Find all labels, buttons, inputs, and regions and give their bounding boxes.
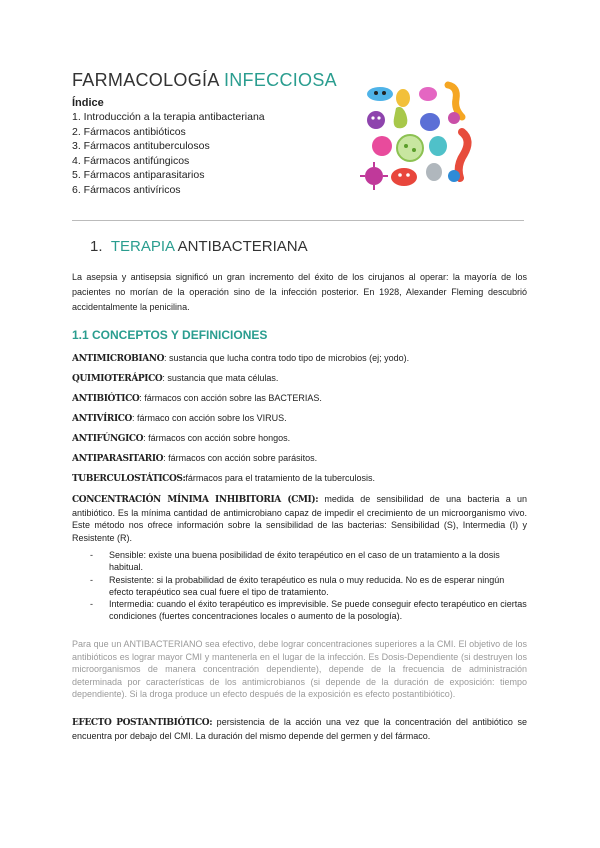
definition-term: ANTIVÍRICO (72, 414, 133, 424)
list-item (72, 549, 527, 574)
definition-item (72, 392, 527, 406)
index-heading: Índice (72, 97, 104, 109)
definition-term: TUBERCULOSTÁTICOS: (72, 474, 186, 484)
title-accent: INFECCIOSA (223, 70, 337, 90)
definition-item (72, 452, 527, 466)
definition-item (72, 412, 527, 426)
definition-text: persistencia de la acción una vez que la concentración del antibiótico se encuentra por debajo del CMI. La duración del mismo depende del germen y del fármaco. (72, 717, 527, 741)
list-item-text: Intermedia: cuando el éxito terapéutico es imprevisible. Se puede conseguir efecto terapéutico en ciertas condiciones (fuertes concentraciones locales o aumento de la posología). (109, 599, 527, 622)
section-title-accent: TERAPIA (110, 238, 175, 255)
definition-item (72, 472, 527, 486)
definition-term: QUIMIOTERÁPICO (72, 374, 163, 384)
bullet-marker: - (90, 599, 93, 610)
definition-item (72, 432, 527, 446)
list-item (72, 574, 527, 599)
index-list (72, 110, 265, 198)
index-item: 5. Fármacos antiparasitarios (72, 169, 205, 182)
list-item-text: Resistente: si la probabilidad de éxito terapéutico es nula o muy reducida. No es de esperar ningún efecto terapéutico sea cual fuere el tipo de tratamiento. (109, 574, 505, 597)
definition-item (72, 372, 527, 386)
definition-item (72, 352, 527, 366)
bullet-marker: - (90, 574, 93, 585)
definition-text: : fármacos con acción sobre parásitos. (163, 453, 318, 463)
definition-text: : fármacos con acción sobre las BACTERIAS. (139, 393, 322, 403)
definition-text: : sustancia que mata células. (162, 373, 279, 383)
definition-term: ANTIFÚNGICO (72, 434, 144, 444)
definition-text: : sustancia que lucha contra todo tipo de microbios (ej; yodo). (164, 353, 410, 363)
definition-term: ANTIBIÓTICO (72, 394, 140, 404)
definition-text: : fármacos con acción sobre hongos. (143, 433, 291, 443)
section-number: 1. (90, 238, 103, 255)
definition-term: ANTIMICROBIANO (72, 354, 165, 364)
section-divider (72, 220, 524, 221)
definition-item (72, 493, 527, 544)
index-item: 4. Fármacos antifúngicos (72, 154, 190, 167)
cmi-note-paragraph: Para que un ANTIBACTERIANO sea efectivo, debe lograr concentraciones superiores a la CMI. El objetivo de los antibióticos es lograr mayor CMI y mantenerla en el lugar de la infección. Es Dosis-Dependiente (si destruyen los microorganismos de manera concentración dependiente), depende de la frecuencia de administración determinada por características de los antimicrobianos (si depende de la duración de exposición: tiempo dependiente). Si la droga produce un efecto después de la exposición es efecto postantibiótico). (72, 639, 527, 699)
definition-text: : fármaco con acción sobre los VIRUS. (132, 413, 287, 423)
definition-text: fármacos para el tratamiento de la tuberculosis. (185, 473, 375, 483)
index-item: 3. Fármacos antituberculosos (72, 140, 210, 153)
list-item-text: Sensible: existe una buena posibilidad de éxito terapéutico en el caso de un tratamiento a la dosis habitual. (109, 550, 500, 573)
title-main: FARMACOLOGÍA (72, 70, 219, 90)
section-title-rest: ANTIBACTERIANA (177, 238, 308, 255)
section-title (90, 238, 308, 255)
definition-term: CONCENTRACIÓN MÍNIMA INHIBITORIA (CMI): (72, 495, 319, 505)
list-item (72, 598, 527, 623)
index-item: 6. Fármacos antivíricos (72, 183, 181, 196)
index-item: 2. Fármacos antibióticos (72, 125, 186, 138)
sensitivity-list (72, 549, 527, 623)
index-item: 1. Introducción a la terapia antibacteriana (72, 111, 265, 123)
bullet-marker: - (90, 550, 93, 560)
microbes-illustration (358, 80, 488, 195)
definition-term: ANTIPARASITARIO (72, 454, 164, 464)
subsection-title: 1.1 CONCEPTOS Y DEFINICIONES (72, 328, 268, 342)
definition-text: medida de sensibilidad de una bacteria a un antibiótico. Es la mínima cantidad de antimicrobiano capaz de impedir el crecimiento de un microorganismo vivo. Este método nos ofrece información sobre la sensibilidad de las bacterias: Sensibilidad (S), Intermedia (I) y Resistente (R). (72, 494, 527, 543)
document-title (72, 70, 337, 91)
intro-paragraph: La asepsia y antisepsia significó un gran incremento del éxito de los cirujanos al operar: la mayoría de los pacientes no morían de la operación sino de la infección posterior. En 1928, Alexander Fleming descubrió accidentalmente la penicilina. (72, 272, 527, 312)
definition-term: EFECTO POSTANTIBIÓTICO: (72, 718, 213, 728)
post-effect-definition (72, 716, 527, 743)
